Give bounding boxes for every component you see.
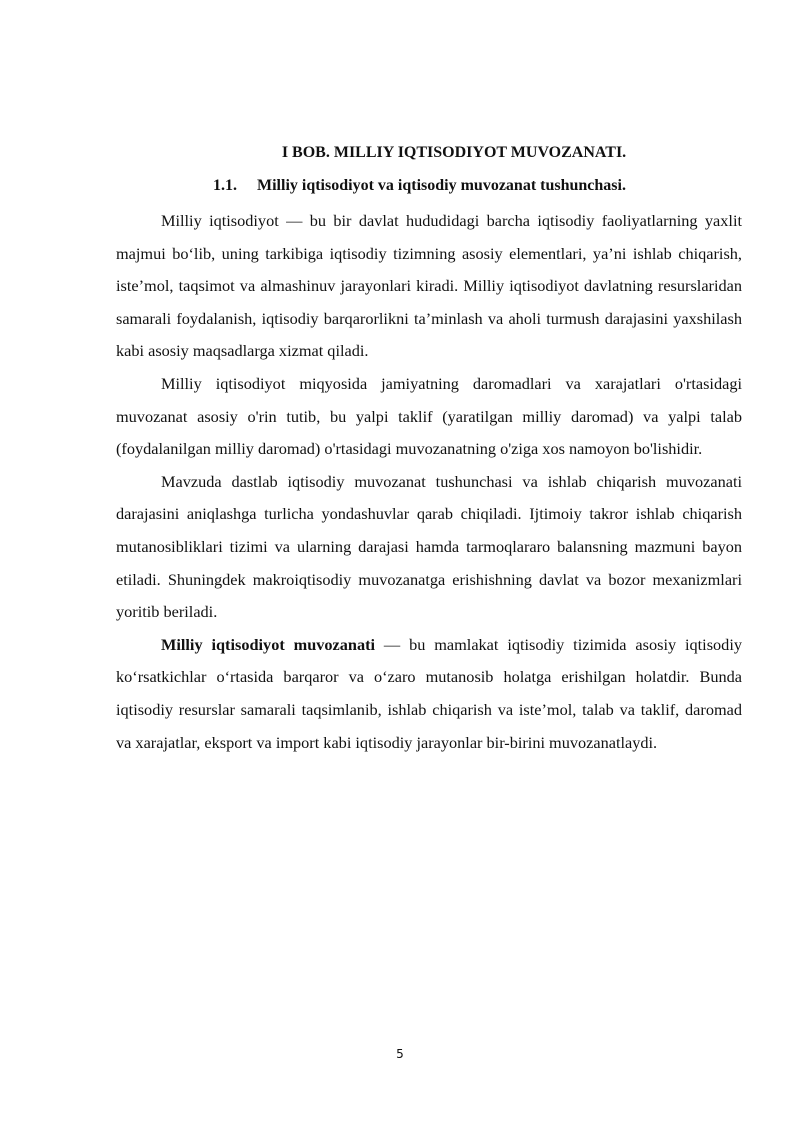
- paragraph-text: — bu mamlakat iqtisodiy tizimida asosiy iqtisodiy ko‘rsatkichlar o‘rtasida barqaror va o‘zaro mutanosib holatga erishilgan holatdir. Bunda iqtisodiy resurslar samarali taqsimlanib, ishlab chiqarish va iste’mol, talab va taklif, daromad va xarajatlar, eksport va import kabi iqtisodiy jarayonlar bir-birini muvozanatlaydi.: [116, 634, 742, 752]
- section-title: [213, 175, 626, 197]
- term-definition-lead: Milliy iqtisodiyot muvozanati: [161, 634, 376, 654]
- section-number: 1.1.: [213, 177, 237, 194]
- paragraph: Mavzuda dastlab iqtisodiy muvozanat tushunchasi va ishlab chiqarish muvozanati darajasini aniqlashga turlicha yondashuvlar qarab chiqiladi. Ijtimoiy takror ishlab chiqarish mutanosibliklari tizimi va ularning darajasi hamda tarmoqlararo balansning mazmuni bayon etiladi. Shuningdek makroiqtisodiy muvozanatga erishishning davlat va bozor mexanizmlari yoritib beriladi.: [116, 471, 742, 622]
- paragraph: Milliy iqtisodiyot — bu bir davlat hududidagi barcha iqtisodiy faoliyatlarning yaxlit majmui bo‘lib, uning tarkibiga iqtisodiy tizimning asosiy elementlari, ya’ni ishlab chiqarish, iste’mol, taqsimot va almashinuv jarayonlari kiradi. Milliy iqtisodiyot davlatning resurslaridan samarali foydalanish, iqtisodiy barqarorlikni ta’minlash va aholi turmush darajasini yaxshilash kabi asosiy maqsadlarga xizmat qiladi.: [116, 211, 742, 361]
- paragraph: [116, 629, 742, 759]
- section-title-text: Milliy iqtisodiyot va iqtisodiy muvozanat tushunchasi.: [257, 177, 626, 194]
- paragraph: Milliy iqtisodiyot miqyosida jamiyatning daromadlari va xarajatlari o'rtasidagi muvozanat asosiy o'rin tutib, bu yalpi taklif (yaratilgan milliy daromad) va yalpi talab (foydalanilgan milliy daromad) o'rtasidagi muvozanatning o'ziga xos namoyon bo'lishidir.: [116, 373, 742, 459]
- chapter-title: I BOB. MILLIY IQTISODIYOT MUVOZANATI.: [281, 144, 627, 161]
- body-text: [116, 205, 742, 759]
- page-number: 5: [396, 1047, 404, 1061]
